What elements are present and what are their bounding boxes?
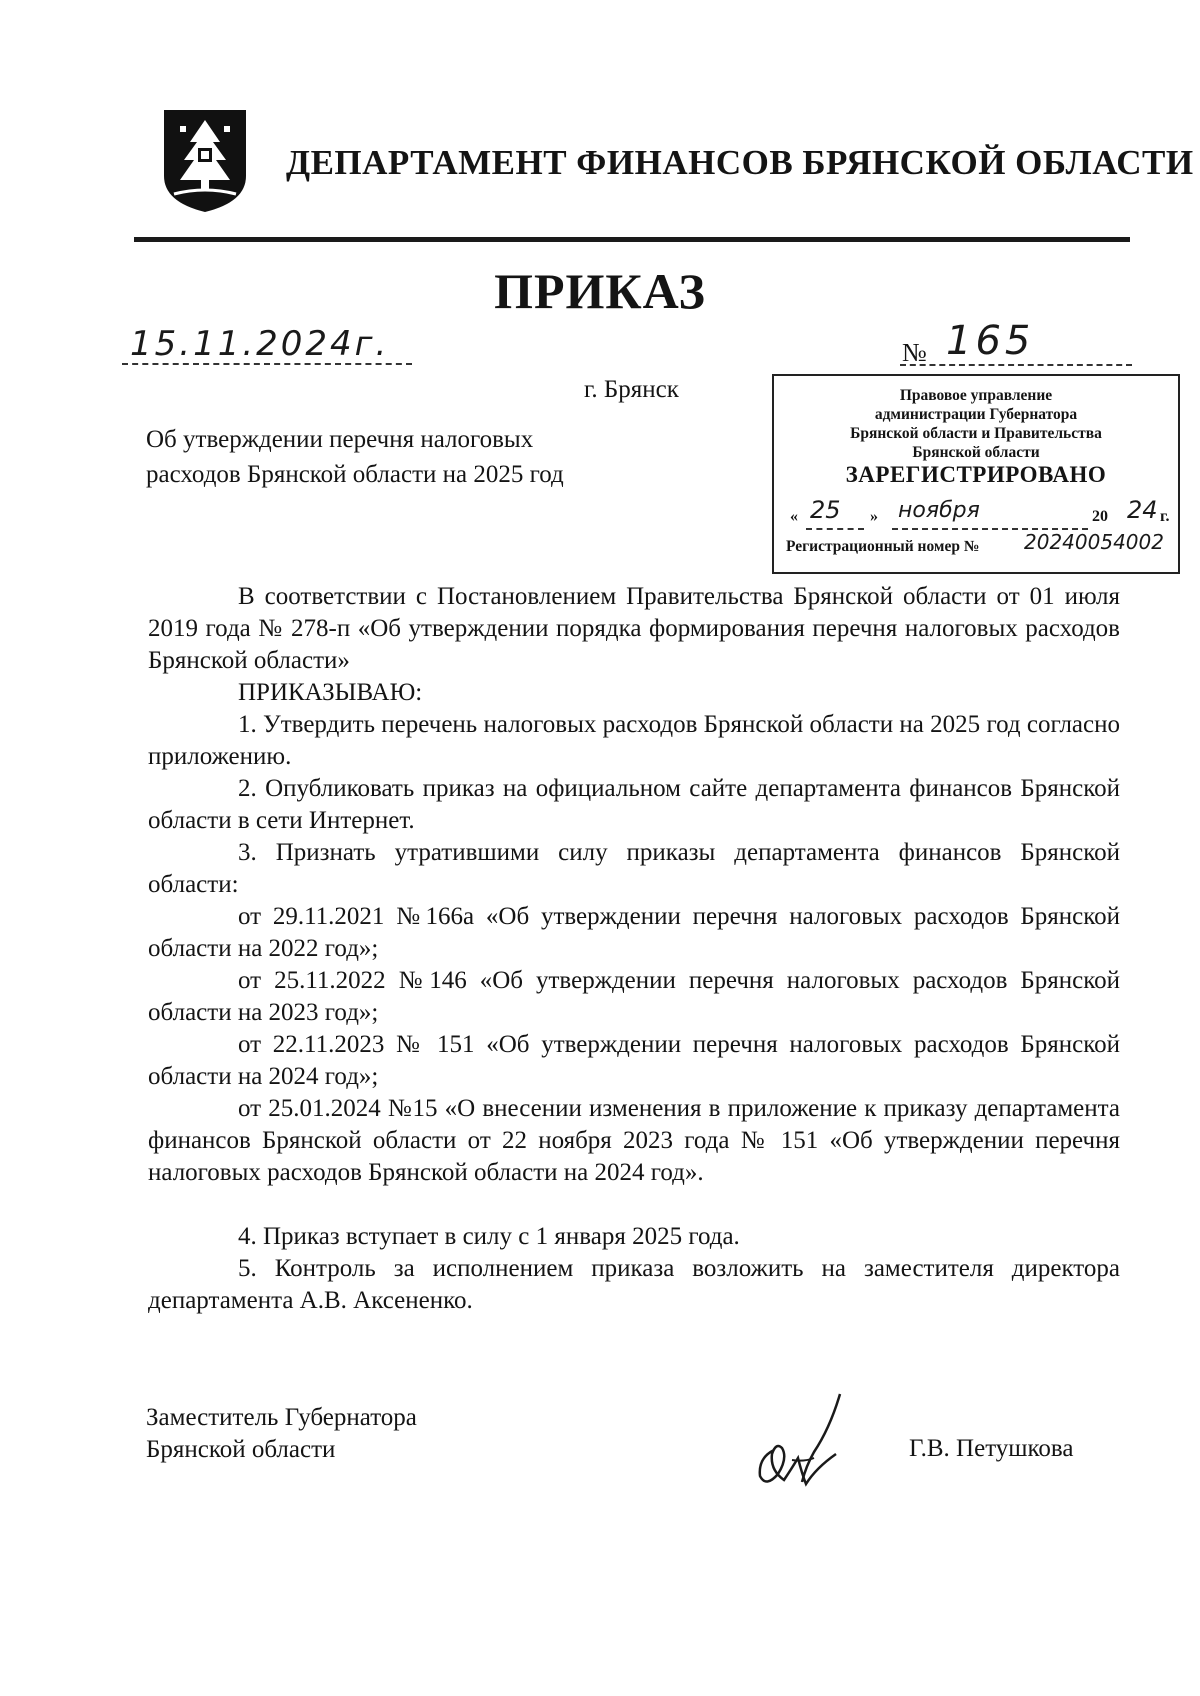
- item-3-order-d: от 25.01.2024 №15 «О внесении изменения в приложение к приказу департамента финансов Брянской области от 22 ноября 2023 года № 151 «Об утверждении перечня налоговых расходов Брянской области на 2024 год».: [148, 1095, 1120, 1186]
- stamp-year-suffix: г.: [1160, 508, 1170, 525]
- date-underline: [122, 363, 412, 365]
- document-type-heading: ПРИКАЗ: [494, 263, 706, 319]
- stamp-day-handwritten: 25: [810, 496, 841, 524]
- order-date-handwritten: 15.11.2024г.: [130, 324, 390, 364]
- item-2: 2. Опубликовать приказ на официальном сайте департамента финансов Брянской области в сети Интернет.: [148, 775, 1120, 834]
- stamp-quote-close: »: [870, 508, 878, 525]
- header-divider: [134, 237, 1130, 242]
- department-title: ДЕПАРТАМЕНТ ФИНАНСОВ БРЯНСКОЙ ОБЛАСТИ: [286, 143, 1194, 182]
- coat-of-arms-icon: [160, 106, 250, 216]
- command-word: ПРИКАЗЫВАЮ:: [238, 679, 423, 706]
- number-underline: [900, 364, 1132, 366]
- stamp-regno-label: Регистрационный номер №: [786, 538, 980, 555]
- item-3-order-b: от 25.11.2022 №146 «Об утверждении перечня налоговых расходов Брянской области на 2023 год»;: [148, 967, 1120, 1026]
- subject-line-1: Об утверждении перечня налоговых: [146, 426, 534, 453]
- stamp-org-line: Правовое управление: [899, 387, 1053, 404]
- position-line-2: Брянской области: [146, 1436, 336, 1463]
- subject-line-2: расходов Брянской области на 2025 год: [146, 461, 564, 488]
- number-label: №: [902, 338, 927, 367]
- stamp-day-underline: [806, 528, 864, 530]
- stamp-registered-label: ЗАРЕГИСТРИРОВАНО: [845, 462, 1107, 487]
- stamp-year-handwritten: 24: [1127, 496, 1158, 524]
- stamp-org-line: Брянской области: [912, 444, 1040, 461]
- item-1: 1. Утвердить перечень налоговых расходов Брянской области на 2025 год согласно приложению.: [148, 711, 1120, 770]
- stamp-organization: [774, 386, 1178, 462]
- stamp-org-line: администрации Губернатора: [874, 406, 1078, 423]
- preamble-paragraph: В соответствии с Постановлением Правительства Брянской области от 01 июля 2019 года № 278-п «Об утверждении порядка формирования перечня налоговых расходов Брянской области»: [148, 583, 1120, 674]
- stamp-regno-handwritten: 20240054002: [1024, 530, 1164, 554]
- signatory-position: [146, 1402, 417, 1466]
- item-5: 5. Контроль за исполнением приказа возложить на заместителя директора департамента А.В. Аксененко.: [148, 1255, 1120, 1314]
- order-subject: [146, 422, 666, 492]
- stamp-org-line: Брянской области и Правительства: [850, 425, 1102, 442]
- item-3: 3. Признать утратившими силу приказы департамента финансов Брянской области:: [148, 839, 1120, 898]
- stamp-month-handwritten: ноября: [898, 498, 980, 523]
- item-3-order-a: от 29.11.2021 №166а «Об утверждении перечня налоговых расходов Брянской области на 2022 год»;: [148, 903, 1120, 962]
- order-number-handwritten: 165: [946, 318, 1035, 364]
- city-label: г. Брянск: [584, 376, 679, 403]
- stamp-quote-open: «: [790, 508, 798, 525]
- item-4: 4. Приказ вступает в силу с 1 января 2025 года.: [238, 1223, 740, 1250]
- stamp-year-prefix: 20: [1092, 508, 1108, 525]
- item-3-order-c: от 22.11.2023 № 151 «Об утверждении перечня налоговых расходов Брянской области на 2024 год»;: [148, 1031, 1120, 1090]
- signatory-name: Г.В. Петушкова: [909, 1435, 1074, 1462]
- stamp-date-row: [782, 496, 1170, 530]
- position-line-1: Заместитель Губернатора: [146, 1404, 417, 1431]
- registration-stamp: [772, 374, 1180, 574]
- handwritten-signature-icon: [744, 1388, 864, 1498]
